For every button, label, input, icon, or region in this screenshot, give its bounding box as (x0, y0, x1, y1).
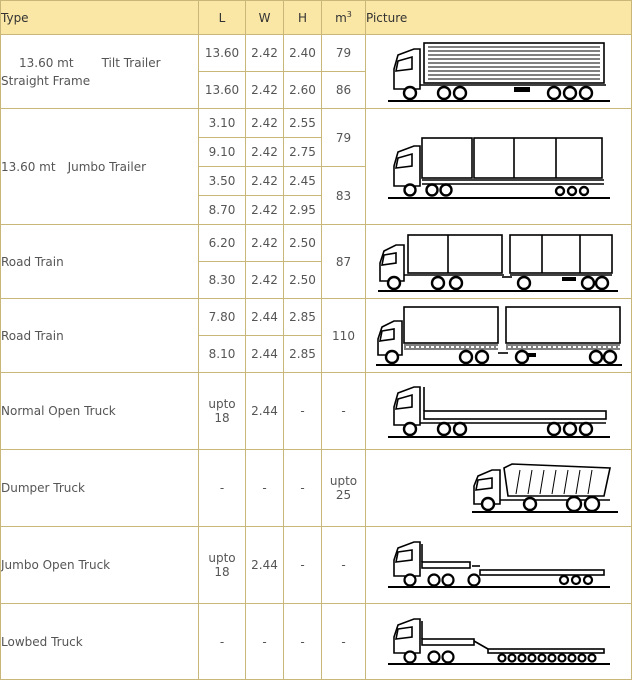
width-cell: 2.44 (246, 373, 284, 450)
open-truck-icon (384, 381, 614, 441)
table-row (1, 604, 632, 680)
width-cell: 2.42 (246, 35, 284, 72)
height-cell: 2.40 (284, 35, 322, 72)
type-cell (1, 35, 199, 109)
width-cell: - (246, 450, 284, 527)
width-cell: 2.44 (246, 527, 284, 604)
height-cell: 2.75 (284, 138, 322, 167)
picture-cell (366, 527, 632, 604)
header-type: Type (1, 1, 199, 35)
volume-cell: 87 (322, 225, 366, 299)
type-cell: Jumbo Open Truck (1, 527, 199, 604)
table-row (1, 225, 632, 262)
lowbed-truck-icon (384, 617, 614, 667)
length-cell: 3.10 (199, 109, 246, 138)
volume-cell: 79 (322, 109, 366, 167)
header-picture: Picture (366, 1, 632, 35)
volume-cell: 86 (322, 72, 366, 109)
length-cell: 8.30 (199, 262, 246, 299)
type-tilt-name: Tilt Trailer (101, 55, 161, 70)
picture-cell (366, 109, 632, 225)
header-volume-sup: 3 (346, 10, 352, 19)
dumper-truck-icon (470, 462, 620, 514)
width-cell: 2.42 (246, 72, 284, 109)
tilt-trailer-icon (384, 39, 614, 105)
length-cell: 8.10 (199, 336, 246, 373)
type-tilt-frame: Straight Frame (1, 73, 91, 88)
type-cell: Road Train (1, 299, 199, 373)
width-cell: 2.42 (246, 262, 284, 299)
road-train-icon (376, 229, 622, 295)
length-cell: upto 18 (199, 373, 246, 450)
volume-cell: - (322, 373, 366, 450)
volume-cell: 110 (322, 299, 366, 373)
volume-cell: - (322, 604, 366, 680)
type-tilt-length: 13.60 mt (19, 55, 74, 70)
length-cell: 13.60 (199, 35, 246, 72)
header-row (1, 1, 632, 35)
height-cell: 2.95 (284, 196, 322, 225)
header-volume-base: m (335, 11, 347, 25)
width-cell: - (246, 604, 284, 680)
height-cell: - (284, 604, 322, 680)
type-jumbo-name: Jumbo Trailer (67, 159, 147, 174)
height-cell: - (284, 450, 322, 527)
table-row (1, 35, 632, 72)
picture-cell (366, 604, 632, 680)
picture-cell (366, 450, 632, 527)
table-row (1, 299, 632, 336)
height-cell: 2.50 (284, 225, 322, 262)
length-cell: - (199, 450, 246, 527)
width-cell: 2.44 (246, 336, 284, 373)
type-cell (1, 109, 199, 225)
type-cell: Normal Open Truck (1, 373, 199, 450)
header-height: H (284, 1, 322, 35)
table-row (1, 527, 632, 604)
length-cell: 9.10 (199, 138, 246, 167)
type-cell: Dumper Truck (1, 450, 199, 527)
volume-cell: 83 (322, 167, 366, 225)
width-cell: 2.44 (246, 299, 284, 336)
height-cell: 2.85 (284, 299, 322, 336)
length-cell: 8.70 (199, 196, 246, 225)
height-cell: - (284, 527, 322, 604)
picture-cell (366, 299, 632, 373)
table-row (1, 450, 632, 527)
width-cell: 2.42 (246, 138, 284, 167)
table-row (1, 109, 632, 138)
picture-cell (366, 225, 632, 299)
type-jumbo-length: 13.60 mt (1, 159, 56, 174)
length-cell: 3.50 (199, 167, 246, 196)
length-cell: - (199, 604, 246, 680)
length-cell: 7.80 (199, 299, 246, 336)
volume-cell: upto 25 (322, 450, 366, 527)
header-width: W (246, 1, 284, 35)
type-cell: Lowbed Truck (1, 604, 199, 680)
volume-cell: 79 (322, 35, 366, 72)
type-cell: Road Train (1, 225, 199, 299)
length-cell: 6.20 (199, 225, 246, 262)
picture-cell (366, 373, 632, 450)
header-length: L (199, 1, 246, 35)
width-cell: 2.42 (246, 109, 284, 138)
height-cell: 2.60 (284, 72, 322, 109)
road-train-large-icon (374, 303, 624, 369)
height-cell: 2.85 (284, 336, 322, 373)
height-cell: - (284, 373, 322, 450)
height-cell: 2.50 (284, 262, 322, 299)
volume-cell: - (322, 527, 366, 604)
jumbo-trailer-icon (384, 132, 614, 202)
width-cell: 2.42 (246, 167, 284, 196)
table-row (1, 373, 632, 450)
length-cell: 13.60 (199, 72, 246, 109)
header-volume (322, 1, 366, 35)
picture-cell (366, 35, 632, 109)
jumbo-open-truck-icon (384, 540, 614, 590)
height-cell: 2.45 (284, 167, 322, 196)
width-cell: 2.42 (246, 196, 284, 225)
height-cell: 2.55 (284, 109, 322, 138)
width-cell: 2.42 (246, 225, 284, 262)
length-cell: upto 18 (199, 527, 246, 604)
